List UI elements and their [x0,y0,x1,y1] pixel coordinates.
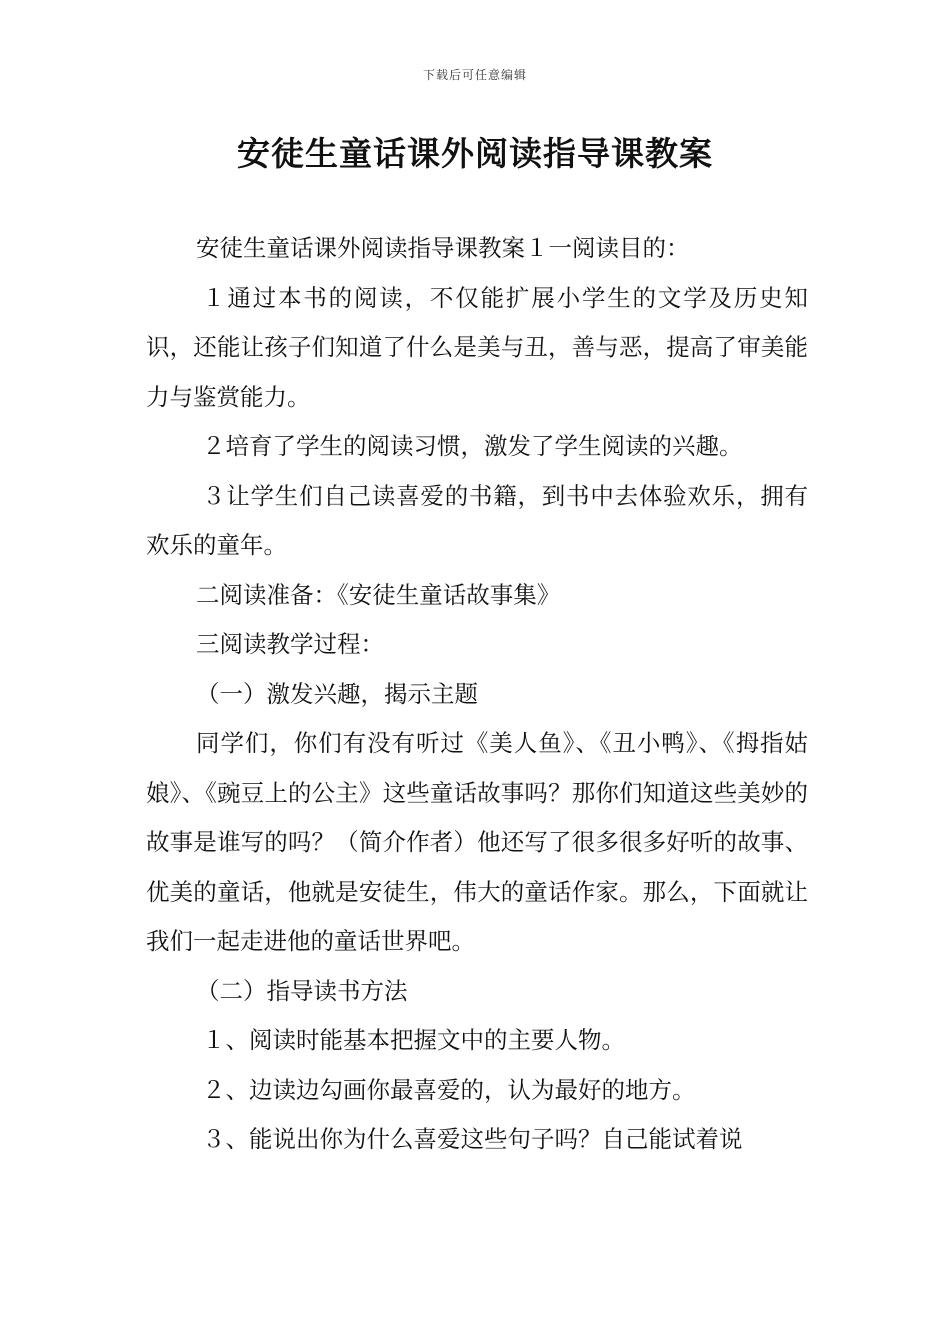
document-title: 安徒生童话课外阅读指导课教案 [237,134,713,173]
header-note: 下载后可任意编辑 [422,68,527,82]
document-body [146,224,808,1165]
paragraph-goal-3: ３让学生们自己读喜爱的书籍，到书中去体验欢乐，拥有欢乐的童年。 [146,481,808,559]
paragraph-goal-1: １通过本书的阅读，不仅能扩展小学生的文学及历史知识，还能让孩子们知道了什么是美与丑，善与恶，提高了审美能力与鉴赏能力。 [146,283,808,411]
paragraph-method-1: １、阅读时能基本把握文中的主要人物。 [202,1026,625,1054]
paragraph-goal-2: ２培育了学生的阅读习惯，激发了学生阅读的兴趣。 [202,432,743,460]
paragraph-reading-preparation: 二阅读准备：《安徒生童话故事集》 [196,580,561,609]
paragraph-section-1-heading: （一）激发兴趣，揭示主题 [196,679,478,708]
paragraph-method-3: ３、能说出你为什么喜爱这些句子吗？自己能试着说 [202,1125,743,1153]
paragraph-method-2: ２、边读边勾画你最喜爱的，认为最好的地方。 [202,1075,696,1104]
paragraph-reading-goals-heading: 安徒生童话课外阅读指导课教案１一阅读目的： [196,234,690,262]
paragraph-section-2-heading: （二）指导读书方法 [196,976,408,1005]
paragraph-introduction: 同学们，你们有没有听过《美人鱼》、《丑小鸭》、《拇指姑娘》、《豌豆上的公主》这些童话故事吗？那你们知道这些美妙的故事是谁写的吗？（简介作者）他还写了很多很多好听的故事、优美的童话，他就是安徒生，伟大的童话作家。那么，下面就让我们一起走进他的童话世界吧。 [146,729,808,955]
paragraph-teaching-process-heading: 三阅读教学过程： [196,630,384,658]
